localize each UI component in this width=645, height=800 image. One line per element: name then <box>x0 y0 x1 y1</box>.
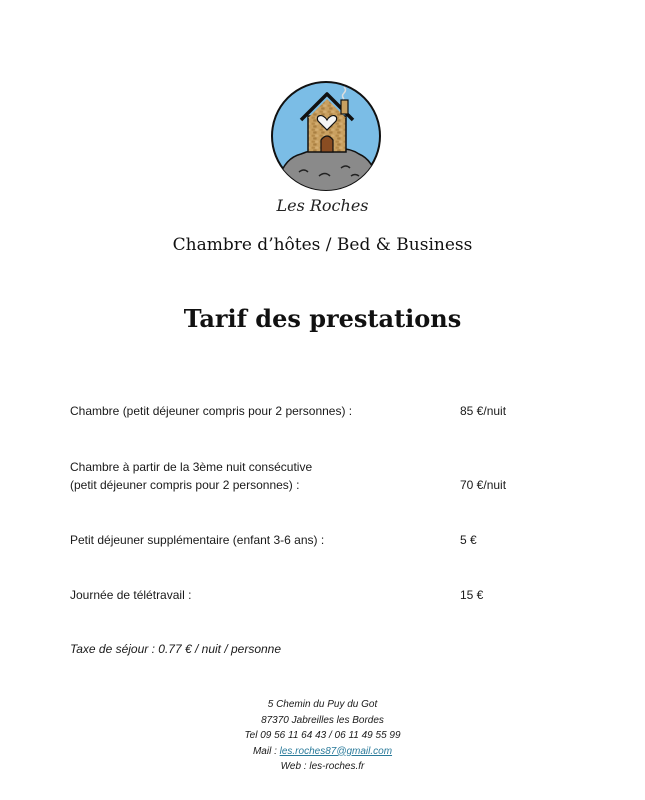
footer-mail-label: Mail : <box>252 745 280 757</box>
tariff-price: 15 € <box>460 588 484 602</box>
tariff-price: 5 € <box>460 533 477 547</box>
footer-mail-link[interactable]: les.roches87@gmail.com <box>279 745 393 757</box>
footer-address-line1: 5 Chemin du Puy du Got <box>267 699 378 710</box>
tariff-price: 85 €/nuit <box>460 404 507 418</box>
footer-mail-line <box>0 744 645 760</box>
tariff-label-line: (petit déjeuner compris pour 2 personnes) : <box>70 478 300 492</box>
tariff-row-third-night <box>70 458 550 494</box>
footer-web: Web : les-roches.fr <box>280 761 365 772</box>
logo-name: Les Roches <box>276 196 369 215</box>
footer-contact <box>0 697 645 775</box>
tariff-label <box>70 531 450 549</box>
tariff-label-line: Petit déjeuner supplémentaire (enfant 3-6 ans) : <box>70 533 325 547</box>
page-title: Tarif des prestations <box>183 304 462 333</box>
tariff-row-extra-breakfast <box>70 531 550 549</box>
tariff-label <box>70 458 450 494</box>
tariff-row-telework <box>70 586 550 604</box>
footer-address-line2: 87370 Jabreilles les Bordes <box>261 714 384 726</box>
tagline: Chambre d’hôtes / Bed & Business <box>172 235 473 255</box>
tariff-label <box>70 402 450 420</box>
tax-note: Taxe de séjour : 0.77 € / nuit / personne <box>70 642 282 656</box>
house-on-rock-logo <box>271 80 381 192</box>
tariff-label <box>70 586 450 604</box>
tariff-label-line: Chambre à partir de la 3ème nuit consécutive <box>70 460 313 474</box>
tariff-label-line: Journée de télétravail : <box>70 588 192 602</box>
tariff-price: 70 €/nuit <box>460 478 507 492</box>
tariff-row-room <box>70 402 550 420</box>
tariff-label-line: Chambre (petit déjeuner compris pour 2 personnes) : <box>70 404 353 418</box>
footer-phone: Tel 09 56 11 64 43 / 06 11 49 55 99 <box>244 730 401 741</box>
